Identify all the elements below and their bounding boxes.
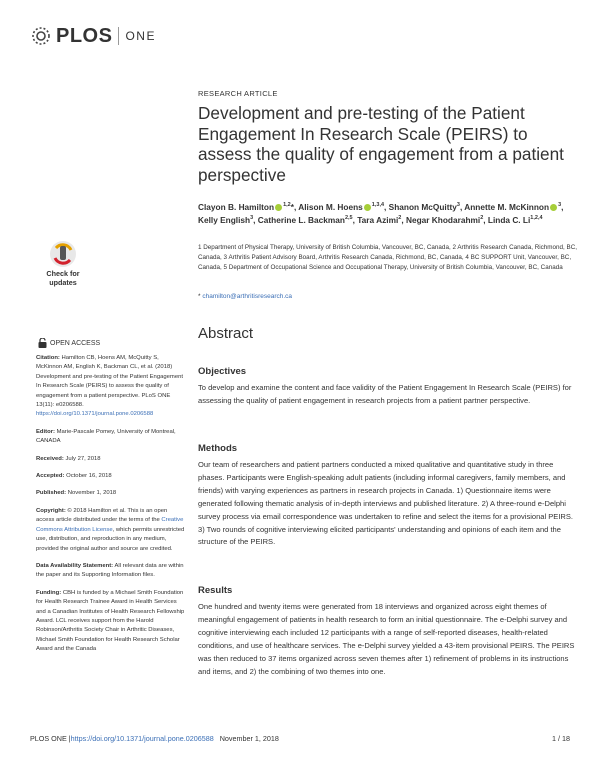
received-block [36, 455, 186, 464]
author-name: Tara Azimi [357, 214, 399, 225]
funding-text: CBH is funded by a Michael Smith Foundation for Health Research Trainee Award in Health Services and a Canadian Institutes of Health Research Fellowship Award. LCL receives support from the Harold Robinson/Arthritis Society Chair in Arthritic Diseases, Michael Smith Foundation for Health Research Scholar Award and the Canada [36, 589, 185, 653]
affiliations: 1 Department of Physical Therapy, University of British Columbia, Vancouver, BC, Canada, 2 Arthritis Research Canada, Richmond, BC, Canada, 3 Arthritis Patient Advisory Board, Arthritis Research Canada, Richmond, BC, Canada, 4 BC SUPPORT Unit, Vancouver, BC, Canada, 5 Department of Occupational Science and Occupational Therapy, University of British Columbia, Vancouver, BC, Canada [198, 244, 578, 271]
author-name: Alison M. Hoens [298, 201, 363, 212]
logo-plos-text: PLOS [56, 24, 113, 47]
published-block [36, 489, 186, 498]
accepted-date: October 16, 2018 [66, 473, 112, 480]
copyright-text-1: © 2018 Hamilton et al. This is an open access article distributed under the terms of the [36, 507, 168, 524]
author-affiliation-sup: 3 [456, 202, 460, 208]
author-name: Catherine L. Backman [257, 214, 345, 225]
accepted-block [36, 472, 186, 481]
copyright-block [36, 507, 186, 554]
article-title: Development and pre-testing of the Patient Engagement In Research Scale (PEIRS) to assess the quality of engagement from a patient perspective [198, 103, 564, 185]
open-access-label [38, 338, 100, 348]
author-list [198, 200, 578, 226]
published-date: November 1, 2018 [67, 490, 117, 497]
open-access-text: OPEN ACCESS [50, 339, 101, 347]
check-updates-line2: updates [49, 277, 77, 287]
license-link[interactable]: Creative Commons Attribution License [36, 517, 184, 533]
orcid-icon[interactable] [364, 204, 371, 211]
open-lock-icon [38, 338, 47, 348]
results-heading: Results [198, 585, 233, 596]
footer-journal: PLOS ONE | [30, 734, 71, 743]
author-separator: , [561, 201, 564, 212]
received-label: Received: [36, 455, 64, 462]
author-separator: , [352, 214, 358, 225]
orcid-icon[interactable] [550, 204, 557, 211]
citation-text: Hamilton CB, Hoens AM, McQuitty S, McKinnon AM, English K, Backman CL, et al. (2018) Development and pre-testing of the Patient Engagement In Research Scale (PEIRS) to assess the quality of engagement from a patient perspective. PLoS ONE 13(11): e0206588. [36, 355, 184, 409]
author-name: Linda C. Li [487, 214, 531, 225]
author-name: Shanon McQuitty [388, 201, 457, 212]
author-affiliation-sup: 2,5 [344, 214, 353, 221]
page-number: 1 / 18 [552, 734, 570, 743]
check-for-updates-badge[interactable] [38, 238, 88, 290]
corresponding-author [198, 293, 292, 300]
editor-text: Marie-Pascale Pomey, University of Montreal, CANADA [36, 428, 176, 445]
citation-label: Citation: [36, 355, 60, 361]
plos-logo-icon [30, 25, 52, 47]
page-footer [30, 734, 570, 743]
author-name: Kelly English [198, 214, 251, 225]
author-name: Negar Khodarahmi [405, 214, 481, 225]
author-affiliation-sup: 2 [480, 214, 484, 221]
orcid-icon[interactable] [275, 204, 282, 211]
check-updates-line1: Check for [46, 269, 80, 278]
published-label: Published: [36, 490, 67, 497]
results-paragraph: One hundred and twenty items were generated from 18 interviews and organized across eight themes of meaningful engagement of patients in health research to form an initial questionnaire. The e-Delphi survey and cognitive interviewing each included 12 participants with a range of self-reported diseases, health-related conditions, and use of healthcare services. The e-Delphi survey yielded a 43-item provisional PEIRS. The PEIRS was then reduced to 37 items organized across seven themes after 1) refinement of problems in its instructions and items, and 2) the combining of two themes into one. [198, 602, 575, 676]
citation-doi-link[interactable]: https://doi.org/10.1371/journal.pone.0206588 [36, 411, 154, 418]
methods-paragraph: Our team of researchers and patient partners conducted a mixed qualitative and quantitative study in three phases. Participants were English-speaking adult patients (including informal caregivers, family members, and friends) with varying experiences as partners in research projects in Canada. 1) Questionnaire items were generated following thematic analysis of in-depth interviews and published literature. 2) A three-round e-Delphi survey process via email correspondence was undertaken to refine and select the items for a provisional PEIRS. 3) Two rounds of cognitive interviewing elicited participants' understanding and opinions of each item and the structure of the PEIRS. [198, 460, 574, 547]
author-separator: , [459, 201, 465, 212]
author-name: Annette M. McKinnon [464, 201, 550, 212]
author-affiliation-sup: 1,3,4 [371, 202, 385, 208]
funding-block [36, 589, 186, 655]
footer-doi-link[interactable]: https://doi.org/10.1371/journal.pone.0206588 [70, 734, 214, 743]
funding-label: Funding: [36, 589, 62, 596]
copyright-label: Copyright: [36, 507, 66, 514]
author-separator: *, [290, 201, 299, 212]
methods-heading: Methods [198, 443, 238, 454]
author-name: Clayon B. Hamilton [198, 201, 275, 212]
editor-label: Editor: [36, 428, 55, 435]
author-separator: , [253, 214, 258, 225]
objectives-heading: Objectives [198, 366, 247, 377]
plos-one-logo[interactable] [30, 22, 170, 50]
objectives-paragraph: To develop and examine the content and face validity of the Patient Engagement In Research Scale (PEIRS) for assessing the quality of patient engagement in research projects from a patient partner perspective. [198, 383, 572, 405]
author-separator: , [384, 201, 389, 212]
author-separator: , [483, 214, 488, 225]
footer-date: November 1, 2018 [213, 734, 279, 743]
logo-divider [118, 27, 119, 45]
author-affiliation-sup: 1,2,4 [530, 214, 543, 221]
author-affiliation-sup: 3 [558, 202, 562, 208]
author-affiliation-sup: 3 [250, 214, 254, 221]
editor-block [36, 428, 186, 447]
corresponding-email-link[interactable]: chamilton@arthritisresearch.ca [202, 293, 293, 300]
copyright-text-2: , which permits unrestricted use, distribution, and reproduction in any medium, provided the original author and source are credited. [36, 526, 185, 552]
corresponding-mark: * [198, 293, 203, 300]
accepted-label: Accepted: [36, 473, 65, 480]
data-availability-block [36, 562, 186, 581]
author-affiliation-sup: 2 [398, 214, 402, 221]
article-metadata-sidebar [36, 354, 186, 663]
data-availability-label: Data Availability Statement: [36, 562, 114, 569]
abstract-heading: Abstract [198, 325, 254, 342]
received-date: July 27, 2018 [65, 455, 101, 462]
citation-block [36, 354, 186, 420]
logo-journal-text: ONE [125, 29, 156, 43]
author-separator: , [401, 214, 406, 225]
author-affiliation-sup: 1,2 [283, 202, 291, 208]
data-availability-text: All relevant data are within the paper and its Supporting Information files. [36, 562, 184, 579]
article-type: RESEARCH ARTICLE [198, 89, 278, 98]
